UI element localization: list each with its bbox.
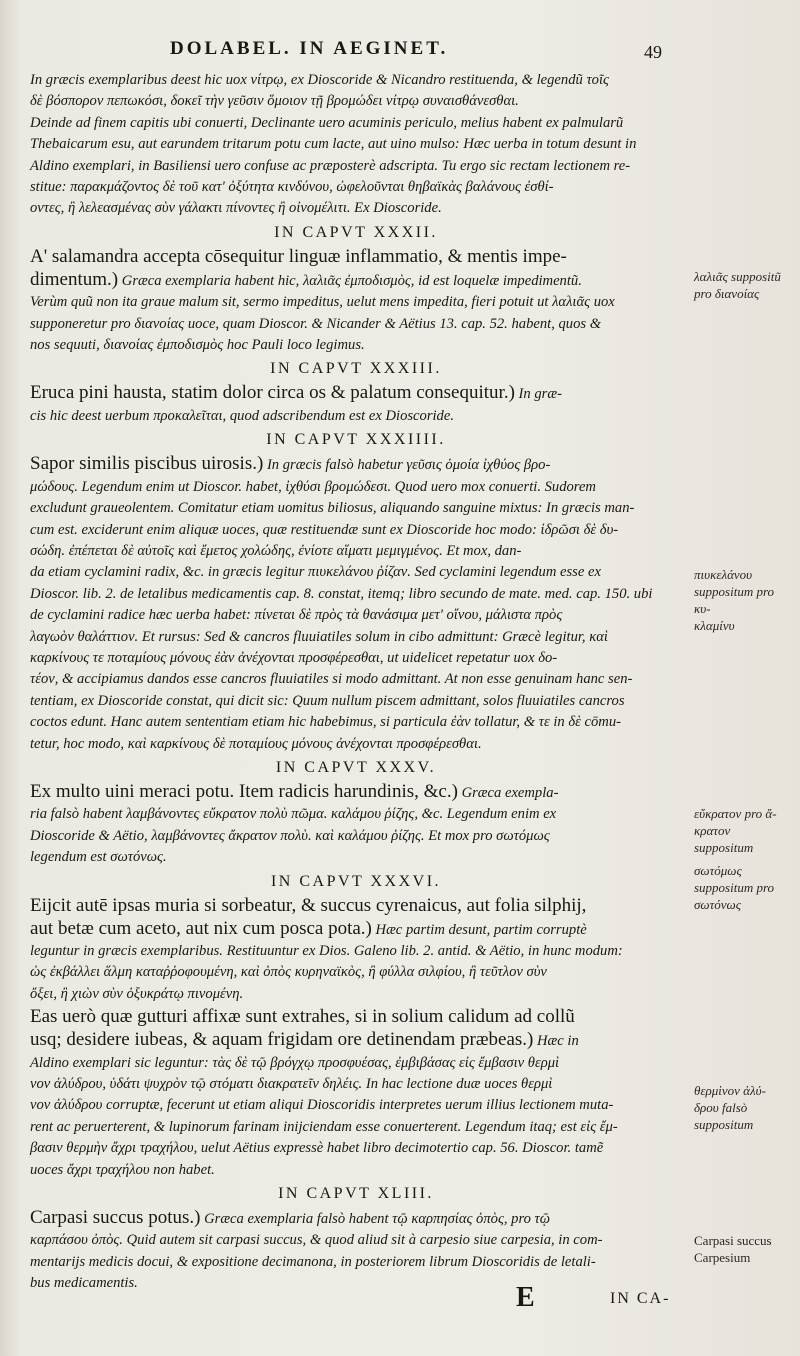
- text-line: Thebaicarum esu, aut earundem tritarum potu cum lacte, aut uino mulso: Hæc uerba in totum desunt in: [30, 136, 637, 153]
- marginal-note-2: [694, 566, 790, 634]
- lemma-line: A' salamandra accepta cōsequitur linguæ inflammatio, & mentis impe-: [30, 245, 567, 267]
- text-line: Aldino exemplari sic leguntur: τὰς δὲ τῷ βρόγχῳ προσφυέσας, ἐμβιβάσας εἰς ἔμβασιν θερμὶ: [30, 1054, 560, 1071]
- text-line: Dioscoride & Aëtio, λαμβάνοντες ἄκρατον πολὺ. καὶ καλάμου ῥίζης. Et mox pro σωτόμως: [30, 827, 550, 844]
- text-line: ὡς ἐκβάλλει ἅλμη καταῤῥοφουμένη, καὶ ὀπὸς κυρηναϊκὸς, ἢ φύλλα σιλφίου, ἢ τεῦτλον σὺν: [30, 964, 547, 981]
- section-33: [30, 381, 682, 427]
- marginal-line: Carpasi succus: [694, 1233, 772, 1248]
- commentary: Hæc in: [533, 1033, 579, 1050]
- lemma-line: Eijcit autē ipsas muria si sorbeatur, & succus cyrenaicus, aut folia silphij,: [30, 894, 587, 916]
- text-line: [30, 780, 682, 804]
- section-36: [30, 894, 682, 1006]
- chapter-heading-33: IN CAPVT XXXIII.: [270, 360, 442, 378]
- text-line: legendum est σωτόνως.: [30, 849, 167, 866]
- marginal-line: Carpesium: [694, 1250, 751, 1265]
- lemma-line: Carpasi succus potus.): [30, 1207, 201, 1229]
- text-line: uoces ἄχρι τραχήλου non habet.: [30, 1161, 215, 1178]
- text-line: καρπάσου ὀπὸς. Quid autem sit carpasi succus, & quod aliud sit à carpesio siue carpesia, in com-: [30, 1232, 603, 1249]
- text-line: νον ἀλύδρου, ὑδάτι ψυχρὸν τῷ στόματι διακρατεῖν δηλέις. In hac lectione duæ uoces θερμὶ: [30, 1076, 553, 1093]
- section-35: [30, 780, 682, 869]
- text-line: ὄξει, ἢ χιὼν σὺν ὀξυκράτῳ πινομένη.: [30, 985, 244, 1002]
- text-line: σώδη. ἐπέπεται δὲ αὐτοῖς καὶ ἔμετος χολώδης, ἐνίοτε αἵματι μεμιγμένος. Et mox, dan-: [30, 542, 522, 559]
- text-line: excludunt graueolentem. Comitatur etiam uomitus biliosus, aliquando sanguine mixtus: In græcis man-: [30, 500, 635, 517]
- marginal-line: κλαμίνυ: [694, 618, 735, 633]
- marginal-line: κρατον suppositum: [694, 823, 754, 855]
- chapter-heading-34: IN CAPVT XXXIIII.: [266, 431, 446, 449]
- lemma-end: usq; desidere iubeas, & aquam frigidam ore detinendam præbeas.): [30, 1029, 534, 1051]
- marginal-note-3: [694, 805, 790, 913]
- text-line: supponeretur pro διανοίας uoce, quam Dioscor. & Nicander & Aëtius 13. cap. 52. habent, quos &: [30, 315, 602, 332]
- chapter-heading-35: IN CAPVT XXXV.: [275, 758, 437, 776]
- text-line: leguntur in græcis exemplaribus. Restituuntur ex Dios. Galeno lib. 2. antid. & Aëtio, in hunc modum:: [30, 943, 623, 959]
- text-line: τέον, & accipiamus dandos esse cancros fluuiatiles si modo admittant. At non esse genuinam hanc sen-: [30, 671, 633, 688]
- lemma-line: Eruca pini hausta, statim dolor circa os & palatum consequitur.): [30, 382, 515, 404]
- commentary: Græca exemplaria falsò habent τῷ καρπησίας ὀπὸς, pro τῷ: [200, 1211, 551, 1228]
- catchword: IN CA-: [610, 1290, 671, 1307]
- commentary: Græca exempla-: [457, 784, 559, 801]
- marginal-note-4: [694, 1082, 790, 1133]
- text-line: [30, 268, 682, 292]
- section-36b: [30, 1005, 682, 1181]
- running-head: DOLABEL. IN AEGINET.: [170, 38, 449, 59]
- text-line: [30, 1206, 682, 1230]
- page-number: 49: [644, 42, 662, 62]
- page-footer: [0, 1282, 800, 1322]
- main-text-block: [30, 70, 682, 1295]
- text-line: de cyclamini radice hæc uerba habet: πίνεται δὲ πρὸς τὰ θανάσιμα μετ' οἴνου, μάλιστα πρὸς: [30, 607, 563, 624]
- text-line: [30, 381, 682, 405]
- marginal-line: πιυκελάνου suppositum pro κυ-: [694, 567, 775, 616]
- lemma-line: Sapor similis piscibus uirosis.): [30, 453, 264, 475]
- text-line: [30, 452, 682, 476]
- marginal-line: δρου falsò suppositum: [694, 1100, 754, 1132]
- marginal-line: εὔκρατον pro ἄ-: [694, 806, 777, 821]
- text-line: [30, 1028, 682, 1052]
- marginal-line: σωτόμως suppositum pro σωτόνως: [694, 863, 775, 912]
- marginal-note-5: [694, 1232, 790, 1266]
- text-line: cis hic deest uerbum προκαλεῖται, quod adscribendum est ex Dioscoride.: [30, 407, 454, 424]
- intro-paragraph: [30, 70, 682, 220]
- marginal-note-1: λαλιᾶς suppositũ pro διανοίας: [694, 269, 781, 301]
- text-line: Deinde ad finem capitis ubi conuerti, Declinante uero acuminis periculo, melius habent ex palmularũ: [30, 114, 624, 131]
- text-line: In græcis exemplaribus deest hic uox νίτρῳ, ex Dioscoride & Nicandro restituenda, & legendũ τοῖς: [30, 72, 609, 88]
- text-line: rent ac peruerterent, & lupinorum farinam inijciendam esse conuerterent. Legendum itaq; est εἰς ἔμ-: [30, 1118, 618, 1135]
- text-line: δὲ βόσπορον πεπωκόσι, δοκεῖ τὴν γεῦσιν ὅμοιον τῇ βρομώδει νίτρῳ συναισθάνεσθαι.: [30, 93, 519, 110]
- text-line: stitue: παρακμάζοντος δὲ τοῦ κατ' ὀξύτητα κινδύνου, ὠφελοῦνται θηβαϊκὰς βαλάνους ἐσθί-: [30, 179, 554, 196]
- text-line: cum est. exciderunt enim aliquæ uoces, quæ restituendæ sunt ex Dioscoride hoc modo: ἱδρῶσι δὲ δυ-: [30, 521, 619, 538]
- text-line: βασιν θερμὴν ἄχρι τραχήλου, uelut Aëtius expressè habet libro decimotertio cap. 56. Dioscor. tamẽ: [30, 1140, 604, 1157]
- commentary: Græca exemplaria habent hic, λαλιᾶς ἐμποδισμὸς, id est loquelæ impedimentũ.: [118, 272, 582, 289]
- section-32: [30, 245, 682, 357]
- lemma-line: Ex multo uini meraci potu. Item radicis harundinis, &c.): [30, 780, 458, 802]
- section-34: [30, 452, 682, 755]
- commentary: In græcis falsò habetur γεῦσις ὁμοία ἰχθύος βρο-: [263, 457, 551, 474]
- marginal-line: θερμὶνον ἀλύ-: [694, 1083, 766, 1098]
- text-line: Aldino exemplari, in Basiliensi uero confuse ac præposterè adscripta. Tu ergo sic rectam lectionem re-: [30, 157, 631, 174]
- text-line: Dioscor. lib. 2. de letalibus medicamentis cap. 8. constat, itemq; libro secundo de mate. med. cap. 150. ubi: [30, 585, 653, 602]
- text-line: mentarijs medicis docui, & expositione decimanona, in posteriorem librum Dioscoridis de letali-: [30, 1253, 596, 1270]
- text-line: tetur, hoc modo, καὶ καρκίνους δὲ ποταμίους μόνους ἀνέχονται προσφέρεσθαι.: [30, 735, 482, 752]
- text-line: da etiam cyclamini radix, &c. in græcis legitur πιυκελάνου ῥίζαν. Sed cyclamini legendum esse ex: [30, 564, 601, 581]
- lemma-end: dimentum.): [30, 268, 119, 290]
- page-header: [0, 38, 800, 68]
- text-line: Verùm quũ non ita graue malum sit, sermo impeditus, uelut mens impedita, fieri potuit ut λαλιᾶς uox: [30, 294, 615, 311]
- signature-mark: E: [516, 1282, 535, 1313]
- commentary: Hæc partim desunt, partim corruptè: [371, 921, 587, 938]
- commentary: In græ-: [514, 386, 562, 403]
- text-line: [30, 917, 682, 941]
- text-line: νον ἀλύδρου corruptæ, fecerunt ut etiam aliqui Dioscoridis interpretes uerum illius lectionem muta-: [30, 1097, 614, 1114]
- text-line: μώδους. Legendum enim ut Dioscor. habet, ἰχθύσι βρομώδεσι. Quod uero mox conuerti. Sudorem: [30, 478, 596, 495]
- chapter-heading-32: IN CAPVT XXXII.: [274, 223, 438, 241]
- text-line: οντες, ἢ λελεασμένας σὺν γάλακτι πίνοντες ἢ οἰνομέλιτι. Ex Dioscoride.: [30, 200, 442, 217]
- lemma-line: Eas uerò quæ gutturi affixæ sunt extrahes, si in solium calidum ad collũ: [30, 1006, 575, 1028]
- text-line: καρκίνους τε ποταμίους μόνους ἐὰν ἀνέχονται προσφέρεσθαι, ut uidelicet repetatur uox δο-: [30, 649, 558, 666]
- text-line: tentiam, ex Dioscoride constat, qui dicit sic: Quum nullum piscem admittant, solos fluuiatiles cancros: [30, 692, 625, 709]
- text-line: λαγωὸν θαλάττιον. Et rursus: Sed & cancros fluuiatiles solum in cibo admittunt: Græcè legitur, καὶ: [30, 628, 608, 645]
- text-line: coctos edunt. Hanc autem sententiam etiam hic habebimus, si particula ἐὰν tollatur, & τε in δὲ cōmu-: [30, 714, 621, 731]
- text-line: bus medicamentis.: [30, 1275, 138, 1292]
- lemma-end: aut betæ cum aceto, aut nix cum posca pota.): [30, 917, 372, 939]
- chapter-heading-36: IN CAPVT XXXVI.: [270, 872, 442, 890]
- text-line: ria falsò habent λαμβάνοντες εὔκρατον πολὺ πῶμα. καλάμου ῥίζης, &c. Legendum enim ex: [30, 806, 557, 823]
- chapter-heading-43: IN CAPVT XLIII.: [278, 1185, 434, 1203]
- text-line: nos sequuti, διανοίας ἐμποδισμὸς hoc Pauli loco legimus.: [30, 337, 365, 354]
